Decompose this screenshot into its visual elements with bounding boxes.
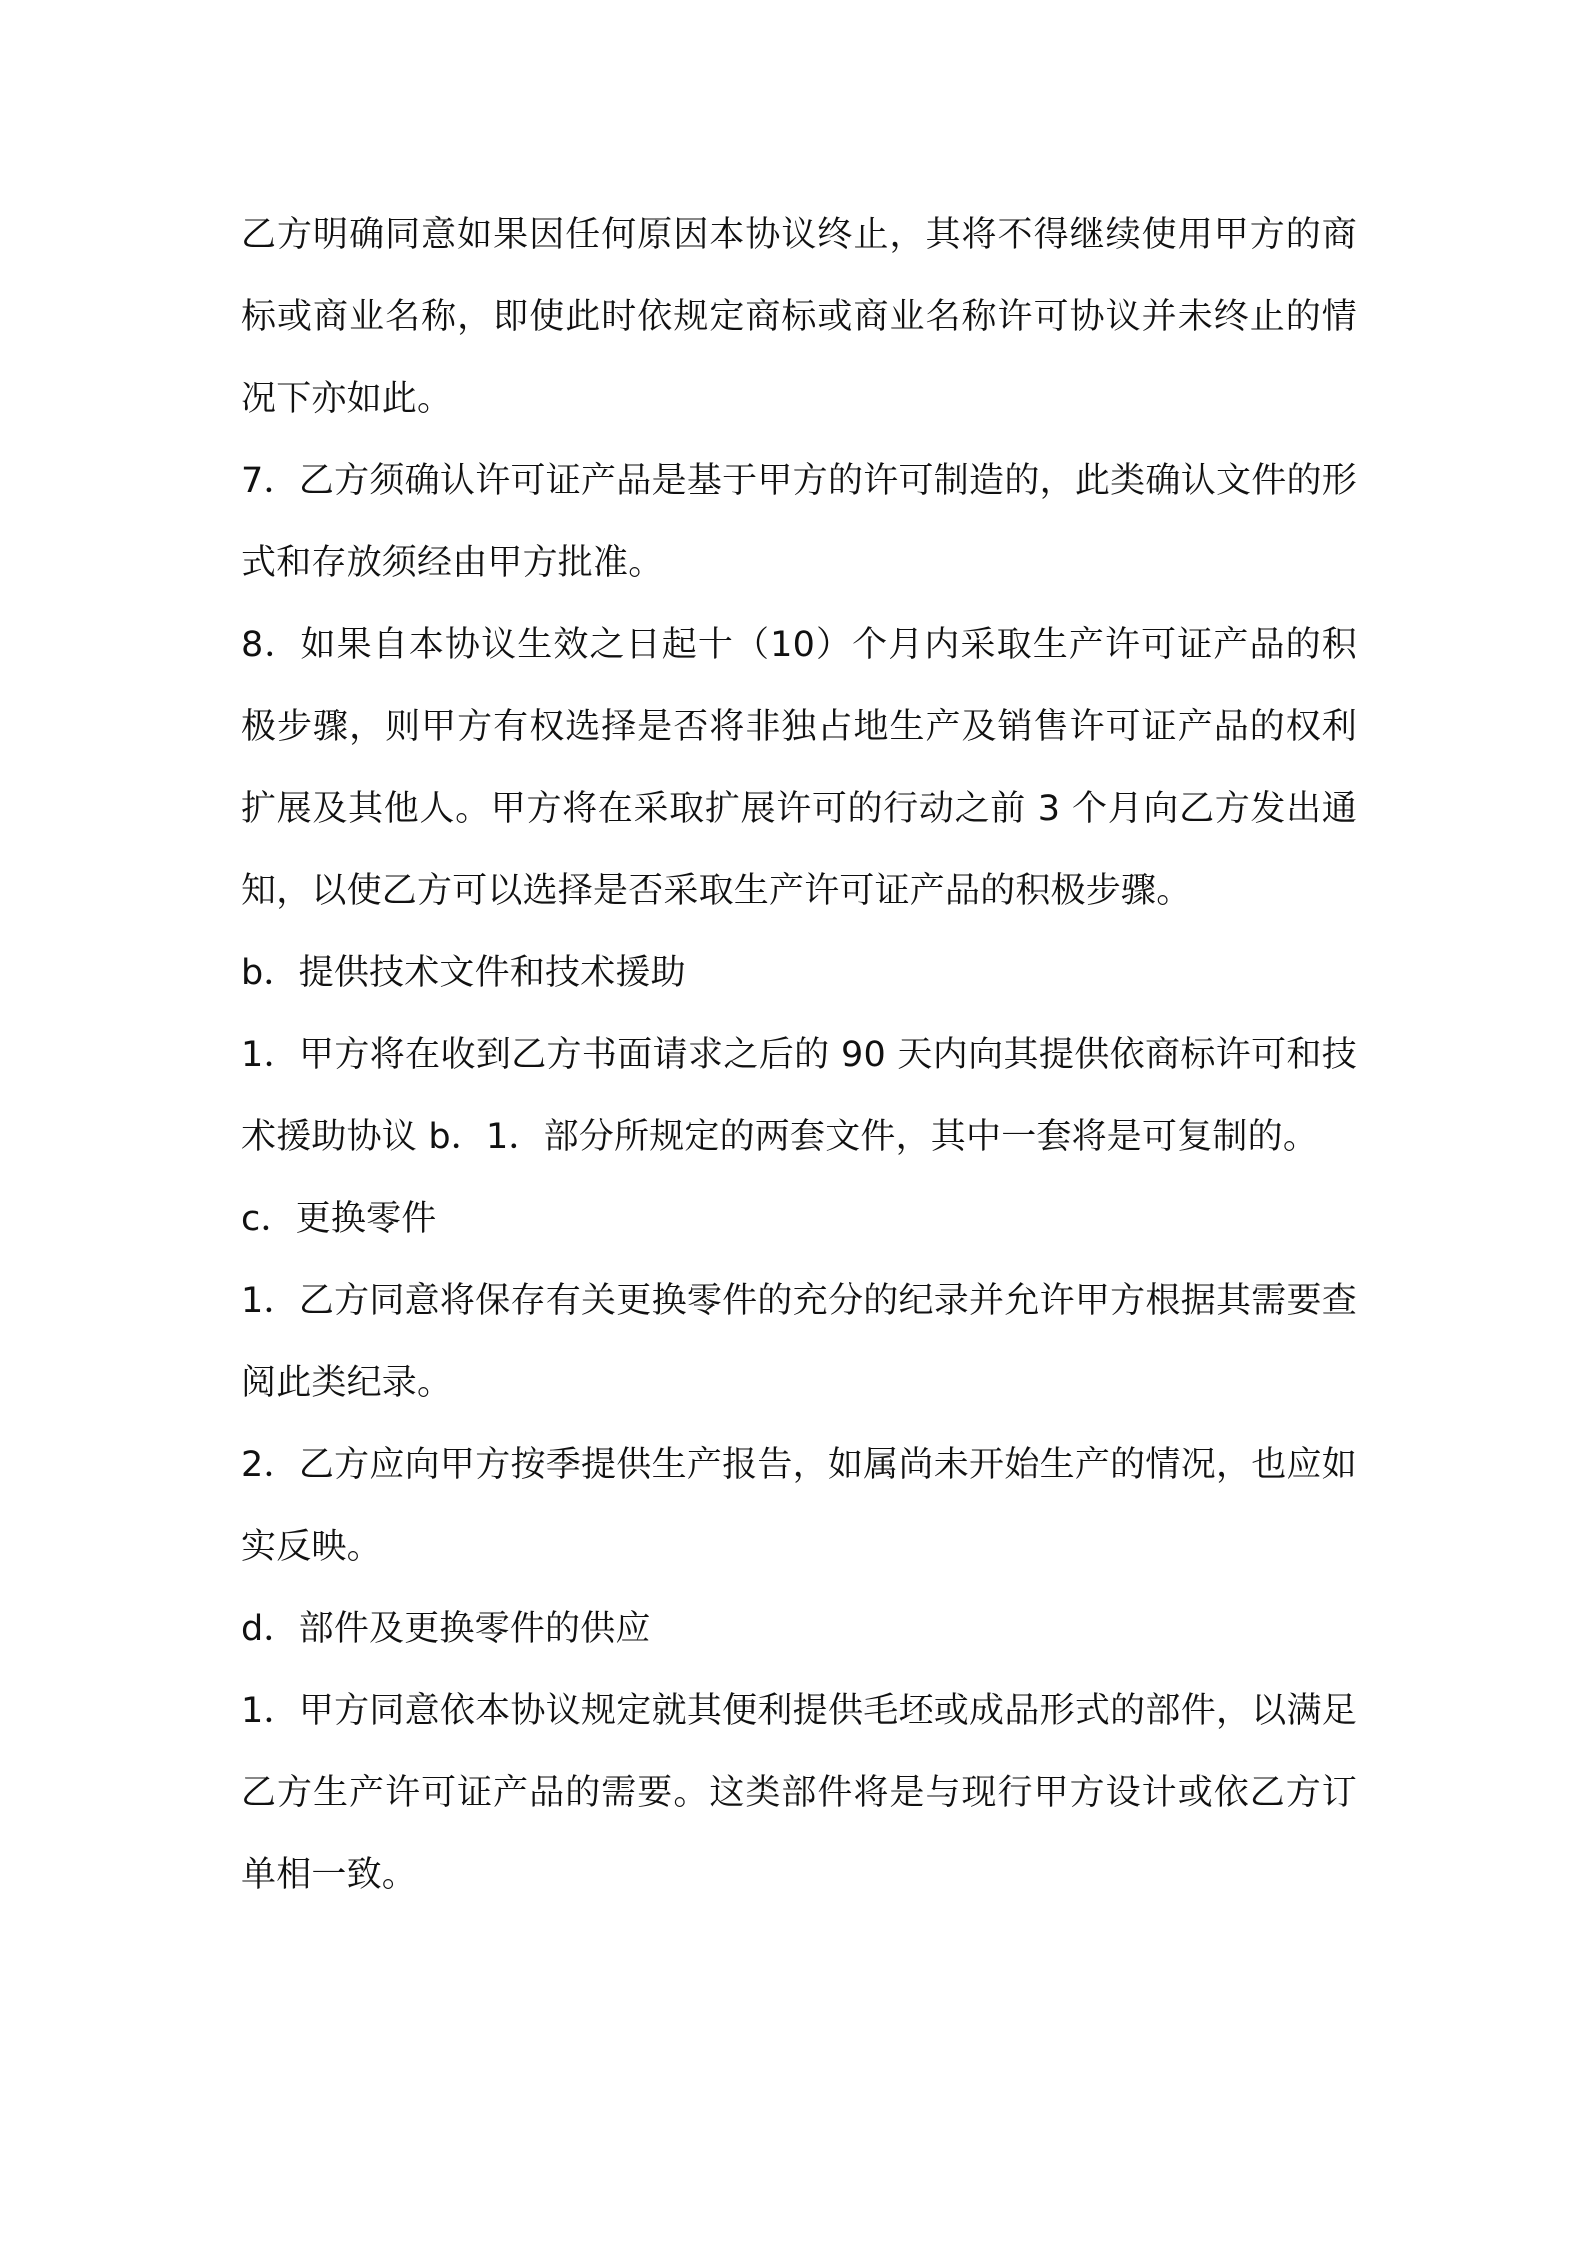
- paragraph-termination-trademark: 乙方明确同意如果因任何原因本协议终止，其将不得继续使用甲方的商标或商业名称，即使此时依规定商标或商业名称许可协议并未终止的情况下亦如此。: [241, 215, 1357, 419]
- section-heading-c: c．更换零件: [241, 1199, 437, 1239]
- paragraph-clause-8: 8．如果自本协议生效之日起十（10）个月内采取生产许可证产品的积极步骤，则甲方有权选择是否将非独占地生产及销售许可证产品的权利扩展及其他人。甲方将在采取扩展许可的行动之前 3 个月向乙方发出通知，以使乙方可以选择是否采取生产许可证产品的积极步骤。: [241, 625, 1357, 911]
- document-body: [241, 194, 1357, 1916]
- paragraph-d-1: 1．甲方同意依本协议规定就其便利提供毛坯或成品形式的部件，以满足乙方生产许可证产品的需要。这类部件将是与现行甲方设计或依乙方订单相一致。: [241, 1691, 1357, 1895]
- paragraph-c-2: 2．乙方应向甲方按季提供生产报告，如属尚未开始生产的情况，也应如实反映。: [241, 1445, 1357, 1567]
- section-heading-d: d．部件及更换零件的供应: [241, 1609, 651, 1649]
- paragraph-b-1: 1．甲方将在收到乙方书面请求之后的 90 天内向其提供依商标许可和技术援助协议 b．1．部分所规定的两套文件，其中一套将是可复制的。: [241, 1035, 1357, 1157]
- section-heading-b: b．提供技术文件和技术援助: [241, 953, 686, 993]
- paragraph-clause-7: 7．乙方须确认许可证产品是基于甲方的许可制造的，此类确认文件的形式和存放须经由甲方批准。: [241, 461, 1357, 583]
- paragraph-c-1: 1．乙方同意将保存有关更换零件的充分的纪录并允许甲方根据其需要查阅此类纪录。: [241, 1281, 1357, 1403]
